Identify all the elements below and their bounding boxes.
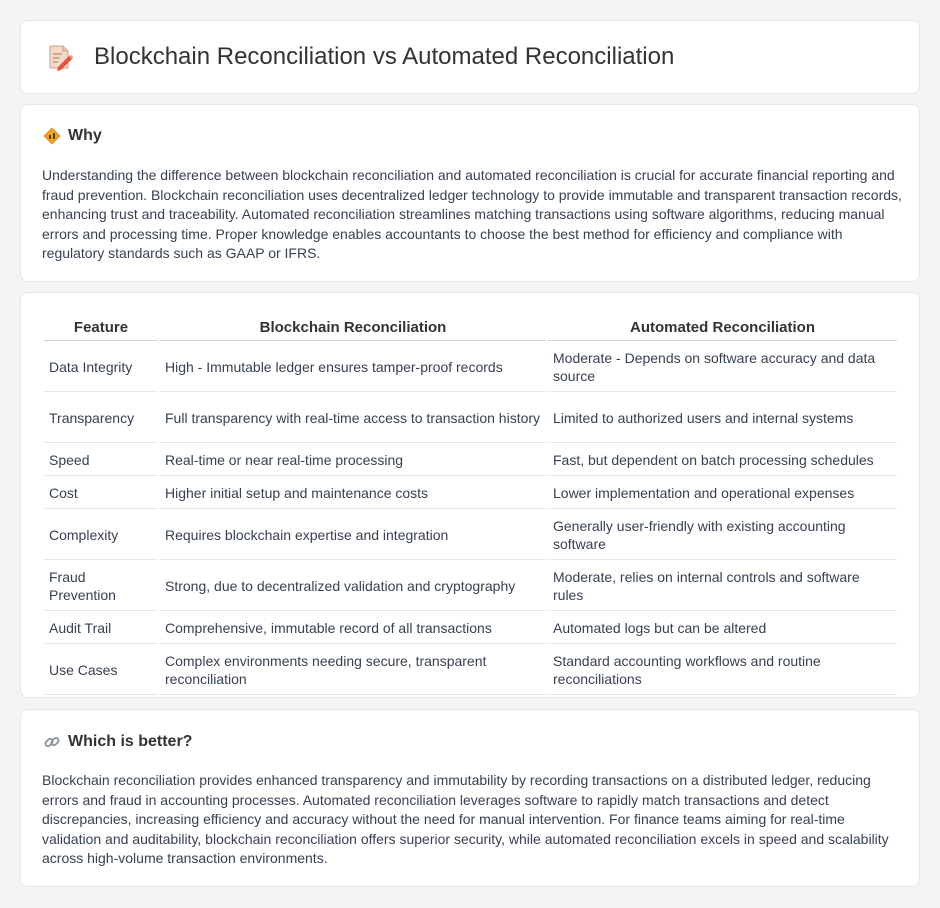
automated-cell: Limited to authorized users and internal systems — [548, 394, 897, 443]
automated-cell: Moderate - Depends on software accuracy and data source — [548, 343, 897, 392]
which-better-section — [20, 709, 920, 887]
blockchain-cell: Complex environments needing secure, transparent reconciliation — [160, 646, 546, 695]
why-heading: Why — [68, 127, 102, 144]
blockchain-cell: Comprehensive, immutable record of all transactions — [160, 613, 546, 644]
table-header-row — [44, 316, 897, 341]
column-header-feature: Feature — [44, 316, 158, 341]
title-row — [46, 42, 674, 72]
why-heading-row — [43, 127, 102, 145]
document-pencil-icon — [46, 42, 74, 72]
automated-cell: Standard accounting workflows and routine reconciliations — [548, 646, 897, 695]
table-row — [44, 394, 897, 443]
feature-cell: Cost — [44, 478, 158, 509]
better-heading-row — [43, 733, 192, 751]
blockchain-cell: Requires blockchain expertise and integration — [160, 511, 546, 560]
automated-cell: Fast, but dependent on batch processing schedules — [548, 445, 897, 476]
feature-cell: Data Integrity — [44, 343, 158, 392]
column-header-blockchain: Blockchain Reconciliation — [160, 316, 546, 341]
table-row — [44, 613, 897, 644]
feature-cell: Speed — [44, 445, 158, 476]
table-row — [44, 646, 897, 695]
blockchain-cell: High - Immutable ledger ensures tamper-proof records — [160, 343, 546, 392]
link-icon — [43, 733, 61, 751]
better-paragraph: Blockchain reconciliation provides enhanced transparency and immutability by recording transactions on a distributed ledger, reducing errors and fraud in accounting processes. Automated reconciliation leverages software to rapidly match transactions and detect discrepancies, increasing efficiency and accuracy without the need for manual intervention. For finance teams aiming for real-time validation and auditability, blockchain reconciliation offers superior security, while automated reconciliation excels in speed and scalability across high-volume transaction environments. — [42, 772, 889, 866]
feature-cell: Use Cases — [44, 646, 158, 695]
table-row — [44, 343, 897, 392]
table-row — [44, 445, 897, 476]
table-row — [44, 511, 897, 560]
blockchain-cell: Strong, due to decentralized validation and cryptography — [160, 562, 546, 611]
page-title: Blockchain Reconciliation vs Automated Reconciliation — [94, 43, 675, 70]
comparison-table — [42, 314, 899, 697]
automated-cell: Lower implementation and operational expenses — [548, 478, 897, 509]
column-header-automated: Automated Reconciliation — [548, 316, 897, 341]
diamond-sign-icon — [43, 127, 61, 145]
feature-cell: Fraud Prevention — [44, 562, 158, 611]
automated-cell: Automated logs but can be altered — [548, 613, 897, 644]
header-card — [20, 20, 920, 94]
blockchain-cell: Real-time or near real-time processing — [160, 445, 546, 476]
automated-cell: Moderate, relies on internal controls and software rules — [548, 562, 897, 611]
blockchain-cell: Higher initial setup and maintenance costs — [160, 478, 546, 509]
feature-cell: Complexity — [44, 511, 158, 560]
why-paragraph: Understanding the difference between blockchain reconciliation and automated reconciliation is crucial for accurate financial reporting and fraud prevention. Blockchain reconciliation uses decentralized ledger technology to provide immutable and transparent transaction records, enhancing trust and traceability. Automated reconciliation streamlines matching transactions using software algorithms, reducing manual errors and processing time. Proper knowledge enables accountants to choose the best method for efficiency and compliance with regulatory standards such as GAAP or IFRS. — [42, 167, 902, 261]
table-row — [44, 562, 897, 611]
better-heading: Which is better? — [68, 733, 193, 750]
feature-cell: Audit Trail — [44, 613, 158, 644]
table-row — [44, 478, 897, 509]
why-section — [20, 104, 920, 282]
feature-cell: Transparency — [44, 394, 158, 443]
comparison-section — [20, 292, 920, 698]
automated-cell: Generally user-friendly with existing accounting software — [548, 511, 897, 560]
blockchain-cell: Full transparency with real-time access to transaction history — [160, 394, 546, 443]
